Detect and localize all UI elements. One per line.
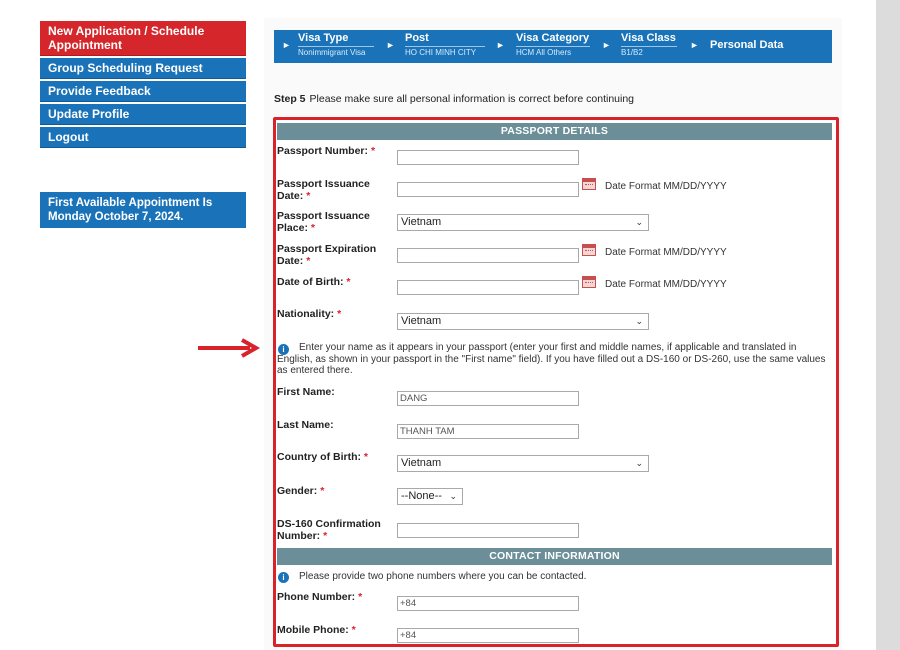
- chevron-right-icon: ►: [386, 40, 395, 50]
- chevron-down-icon: ⌄: [635, 217, 643, 227]
- breadcrumb-step-visa-category[interactable]: [516, 32, 590, 57]
- phone-number-input[interactable]: [397, 596, 579, 611]
- passport-number-label: Passport Number: *: [277, 145, 376, 157]
- sidebar-item-new-application[interactable]: [40, 21, 246, 56]
- issuance-place-select[interactable]: Vietnam ⌄: [397, 214, 649, 231]
- chevron-right-icon: ►: [496, 40, 505, 50]
- breadcrumb-step-post[interactable]: [405, 32, 485, 57]
- contact-info-text: Please provide two phone numbers where you can be contacted.: [299, 571, 587, 582]
- last-name-label: Last Name:: [277, 419, 334, 431]
- breadcrumb-current-step: Personal Data: [710, 39, 784, 51]
- issuance-place-label: Passport Issuance Place: *: [277, 210, 370, 234]
- first-name-input[interactable]: [397, 391, 579, 406]
- dob-label: Date of Birth: *: [277, 276, 351, 288]
- ds160-input[interactable]: [397, 523, 579, 538]
- breadcrumb-step-value: HO CHI MINH CITY: [405, 46, 485, 57]
- sidebar-item-logout[interactable]: [40, 127, 246, 148]
- name-info-text: Enter your name as it appears in your passport (enter your first and middle names, if applicable and translated in English, as shown in your passport in the "First name" field). If you have filled out a DS-160 or DS-260, use the same values as entered there.: [277, 342, 826, 376]
- issuance-date-input[interactable]: [397, 182, 579, 197]
- sidebar-item-group-scheduling[interactable]: [40, 58, 246, 79]
- date-format-hint: Date Format MM/DD/YYYY: [605, 247, 727, 258]
- mobile-phone-input[interactable]: [397, 628, 579, 643]
- sidebar-item-label: Update Profile: [48, 107, 130, 121]
- expiration-date-label: Passport Expiration Date: *: [277, 243, 377, 267]
- contact-info-header: CONTACT INFORMATION: [277, 548, 832, 565]
- date-format-hint: Date Format MM/DD/YYYY: [605, 181, 727, 192]
- sidebar-nav: [40, 21, 246, 150]
- gender-label: Gender: *: [277, 485, 325, 497]
- red-arrow-icon: [196, 338, 264, 358]
- first-name-label: First Name:: [277, 386, 335, 398]
- breadcrumb-step-title: Visa Type: [298, 32, 349, 44]
- breadcrumb-step-title: Visa Category: [516, 32, 590, 44]
- chevron-right-icon: ►: [282, 40, 291, 50]
- passport-number-input[interactable]: [397, 150, 579, 165]
- sidebar-item-update-profile[interactable]: [40, 104, 246, 125]
- calendar-icon[interactable]: [582, 276, 596, 288]
- breadcrumb-step-value: B1/B2: [621, 46, 677, 57]
- sidebar-item-label: Provide Feedback: [48, 84, 151, 98]
- date-format-hint: Date Format MM/DD/YYYY: [605, 279, 727, 290]
- calendar-icon[interactable]: [582, 244, 596, 256]
- chevron-down-icon: ⌄: [635, 316, 643, 326]
- step-text: Please make sure all personal information is correct before continuing: [309, 93, 635, 105]
- breadcrumb-step-visa-type[interactable]: [298, 32, 374, 57]
- sidebar-item-label: Logout: [48, 130, 89, 144]
- breadcrumb-step-title: Visa Class: [621, 32, 676, 44]
- gender-select[interactable]: --None-- ⌄: [397, 488, 463, 505]
- issuance-date-label: Passport Issuance Date: *: [277, 178, 370, 202]
- mobile-phone-label: Mobile Phone: *: [277, 624, 356, 636]
- sidebar-item-feedback[interactable]: [40, 81, 246, 102]
- last-name-input[interactable]: [397, 424, 579, 439]
- step-instruction: [274, 93, 634, 105]
- dob-input[interactable]: [397, 280, 579, 295]
- phone-number-label: Phone Number: *: [277, 591, 363, 603]
- chevron-right-icon: ►: [602, 40, 611, 50]
- window-scroll-gutter[interactable]: [876, 0, 900, 650]
- country-of-birth-label: Country of Birth: *: [277, 451, 369, 463]
- breadcrumb-step-value: Nonimmigrant Visa: [298, 46, 374, 57]
- nationality-select[interactable]: Vietnam ⌄: [397, 313, 649, 330]
- chevron-right-icon: ►: [690, 40, 699, 50]
- sidebar-item-label: New Application / Schedule Appointment: [48, 24, 205, 52]
- info-icon: i: [278, 344, 289, 355]
- breadcrumb: [274, 30, 832, 63]
- calendar-icon[interactable]: [582, 178, 596, 190]
- availability-notice: First Available Appointment Is Monday October 7, 2024.: [40, 192, 246, 228]
- step-number: Step 5: [274, 93, 306, 105]
- sidebar-item-label: Group Scheduling Request: [48, 61, 203, 75]
- country-of-birth-select[interactable]: Vietnam ⌄: [397, 455, 649, 472]
- expiration-date-input[interactable]: [397, 248, 579, 263]
- chevron-down-icon: ⌄: [449, 491, 457, 501]
- ds160-label: DS-160 Confirmation Number: *: [277, 518, 381, 542]
- passport-details-header: PASSPORT DETAILS: [277, 123, 832, 140]
- breadcrumb-step-title: Post: [405, 32, 429, 44]
- info-icon: i: [278, 572, 289, 583]
- nationality-label: Nationality: *: [277, 308, 342, 320]
- breadcrumb-step-visa-class[interactable]: [621, 32, 677, 57]
- breadcrumb-step-value: HCM All Others: [516, 46, 590, 57]
- chevron-down-icon: ⌄: [635, 458, 643, 468]
